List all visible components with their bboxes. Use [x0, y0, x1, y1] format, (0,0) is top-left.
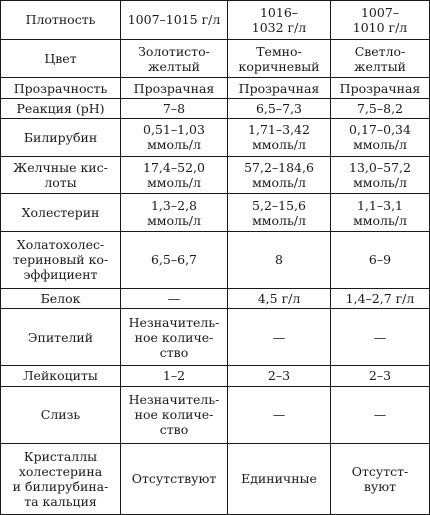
cell-text: Прозрачная	[238, 80, 320, 96]
cell-text: 7,5–8,2	[356, 100, 403, 116]
cell-text: Холатохолес- териновый ко- эффициент	[12, 237, 109, 283]
value-cell	[121, 194, 228, 232]
value-cell	[121, 386, 228, 443]
value-cell	[121, 1, 228, 40]
value-cell	[121, 288, 228, 308]
value-cell	[228, 1, 331, 40]
value-cell	[228, 98, 331, 118]
cell-text: 1,1–3,1 ммоль/л	[353, 197, 407, 228]
value-cell	[228, 194, 331, 232]
cell-text: Незначитель- ное количе- ство	[128, 314, 220, 360]
cell-text: —	[373, 329, 387, 345]
cell-text: Прозрачная	[339, 80, 421, 96]
cell-text: 2–3	[368, 368, 392, 384]
cell-text: Эпителий	[27, 329, 94, 345]
row-label-cell	[1, 78, 121, 98]
row-label-cell	[1, 386, 121, 443]
table-row	[1, 119, 430, 157]
value-cell	[331, 288, 430, 308]
cell-text: —	[272, 407, 286, 423]
value-cell	[331, 78, 430, 98]
row-label-cell	[1, 194, 121, 232]
cell-text: Прозрачность	[13, 80, 108, 96]
cell-text: Плотность	[25, 12, 96, 28]
value-cell	[121, 98, 228, 118]
cell-text: 1016– 1032 г/л	[251, 4, 307, 35]
cell-text: Цвет	[44, 51, 77, 66]
cell-text: 7–8	[162, 100, 186, 116]
value-cell	[331, 119, 430, 157]
cell-text: —	[272, 329, 286, 345]
value-cell	[228, 156, 331, 194]
cell-text: 17,4–52,0 ммоль/л	[143, 160, 205, 191]
cell-text: 0,17–0,34 ммоль/л	[349, 122, 411, 153]
value-cell	[121, 39, 228, 78]
table-row	[1, 309, 430, 366]
value-cell	[228, 119, 331, 157]
table-row	[1, 98, 430, 118]
cell-text: 1,71–3,42 ммоль/л	[248, 122, 310, 153]
cell-text: Лейкоциты	[23, 368, 98, 384]
cell-text: Отсутст- вуют	[351, 463, 409, 494]
cell-text: Холестерин	[21, 205, 100, 221]
cell-text: Прозрачная	[133, 80, 215, 96]
cell-text: Слизь	[40, 407, 81, 423]
value-cell	[121, 232, 228, 289]
value-cell	[331, 366, 430, 386]
cell-text: Реакция (рН)	[16, 100, 105, 116]
cell-text: Билирубин	[23, 129, 98, 145]
value-cell	[331, 443, 430, 514]
row-label-cell	[1, 366, 121, 386]
value-cell	[331, 309, 430, 366]
cell-text: 1,4–2,7 г/л	[345, 291, 415, 307]
cell-text: —	[167, 291, 181, 307]
row-label-cell	[1, 232, 121, 289]
value-cell	[331, 386, 430, 443]
cell-text: 8	[275, 252, 283, 268]
value-cell	[331, 156, 430, 194]
cell-text: Отсутствуют	[131, 471, 217, 487]
value-cell	[228, 443, 331, 514]
cell-text: Желчные кис- лоты	[13, 160, 108, 191]
cell-text: 57,2–184,6 ммоль/л	[244, 160, 314, 191]
value-cell	[121, 119, 228, 157]
table-row	[1, 78, 430, 98]
value-cell	[121, 366, 228, 386]
value-cell	[228, 309, 331, 366]
value-cell	[331, 194, 430, 232]
value-cell	[121, 78, 228, 98]
cell-text: Темно- коричневый	[238, 43, 320, 74]
value-cell	[121, 309, 228, 366]
value-cell	[228, 78, 331, 98]
row-label-cell	[1, 309, 121, 366]
value-cell	[228, 366, 331, 386]
cell-text: 2–3	[267, 368, 291, 384]
cell-text: 1007– 1010 г/л	[352, 4, 408, 35]
cell-text: Единичные	[241, 471, 317, 487]
value-cell	[228, 39, 331, 78]
cell-text: 6–9	[368, 252, 392, 268]
row-label-cell	[1, 1, 121, 40]
table-row	[1, 156, 430, 194]
value-cell	[331, 232, 430, 289]
row-label-cell	[1, 119, 121, 157]
value-cell	[121, 156, 228, 194]
row-label-cell	[1, 39, 121, 78]
value-cell	[331, 1, 430, 40]
cell-text: 1–2	[162, 368, 186, 384]
cell-text: 1,3–2,8 ммоль/л	[147, 197, 201, 228]
table-row	[1, 194, 430, 232]
value-cell	[121, 443, 228, 514]
cell-text: Кристаллы холестерина и билирубина- та кальция	[12, 448, 109, 509]
cell-text: 5,2–15,6 ммоль/л	[252, 197, 306, 228]
cell-text: 4,5 г/л	[257, 291, 301, 307]
row-label-cell	[1, 288, 121, 308]
cell-text: 1007–1015 г/л	[127, 12, 221, 28]
row-label-cell	[1, 156, 121, 194]
cell-text: Светло- желтый	[353, 43, 407, 74]
table-row	[1, 288, 430, 308]
cell-text: 0,51–1,03 ммоль/л	[143, 122, 205, 153]
value-cell	[228, 288, 331, 308]
cell-text: 6,5–6,7	[150, 252, 197, 268]
cell-text: Белок	[40, 291, 81, 307]
cell-text: —	[373, 407, 387, 423]
table-row	[1, 443, 430, 514]
cell-text: Незначитель- ное количе- ство	[128, 392, 220, 438]
cell-text: 13,0–57,2 ммоль/л	[349, 160, 411, 191]
cell-text: 6,5–7,3	[255, 100, 302, 116]
value-cell	[228, 386, 331, 443]
row-label-cell	[1, 443, 121, 514]
table-row	[1, 386, 430, 443]
table-row	[1, 232, 430, 289]
table-row	[1, 39, 430, 78]
value-cell	[331, 98, 430, 118]
value-cell	[228, 232, 331, 289]
table-row	[1, 1, 430, 40]
value-cell	[331, 39, 430, 78]
row-label-cell	[1, 98, 121, 118]
cell-text: Золотисто- желтый	[138, 43, 210, 74]
table-row	[1, 366, 430, 386]
